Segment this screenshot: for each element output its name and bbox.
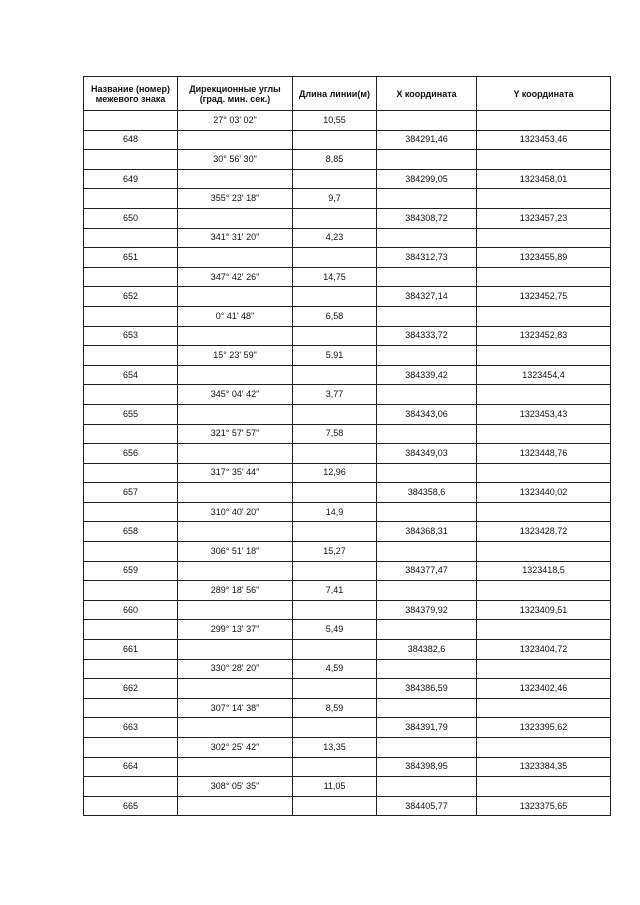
x-coordinate-cell: 384398,95 bbox=[377, 757, 477, 777]
direction-angle-cell bbox=[178, 208, 293, 228]
table-body bbox=[84, 111, 611, 816]
x-coordinate-cell bbox=[377, 463, 477, 483]
table-row bbox=[84, 581, 611, 601]
y-coordinate-cell: 1323458,01 bbox=[477, 169, 611, 189]
y-coordinate-cell bbox=[477, 346, 611, 366]
table-row bbox=[84, 365, 611, 385]
table-row bbox=[84, 561, 611, 581]
direction-angle-cell: 347° 42' 26" bbox=[178, 267, 293, 287]
x-coordinate-cell: 384386,59 bbox=[377, 679, 477, 699]
table-row bbox=[84, 502, 611, 522]
direction-angle-cell bbox=[178, 365, 293, 385]
line-length-cell bbox=[293, 169, 377, 189]
direction-angle-cell: 317° 35' 44" bbox=[178, 463, 293, 483]
x-coordinate-cell: 384349,03 bbox=[377, 444, 477, 464]
y-coordinate-cell: 1323440,02 bbox=[477, 483, 611, 503]
table-row bbox=[84, 620, 611, 640]
direction-angle-cell bbox=[178, 757, 293, 777]
y-coordinate-cell: 1323452,75 bbox=[477, 287, 611, 307]
x-coordinate-cell bbox=[377, 698, 477, 718]
table-row bbox=[84, 130, 611, 150]
y-coordinate-cell: 1323375,65 bbox=[477, 796, 611, 816]
line-length-cell bbox=[293, 326, 377, 346]
direction-angle-cell: 289° 18' 56" bbox=[178, 581, 293, 601]
direction-angle-cell bbox=[178, 679, 293, 699]
line-length-cell: 8,85 bbox=[293, 150, 377, 170]
table-row bbox=[84, 404, 611, 424]
x-coordinate-cell: 384327,14 bbox=[377, 287, 477, 307]
table-row bbox=[84, 444, 611, 464]
marker-name-cell: 651 bbox=[84, 248, 178, 268]
y-coordinate-cell bbox=[477, 463, 611, 483]
x-coordinate-cell bbox=[377, 424, 477, 444]
table-row bbox=[84, 287, 611, 307]
marker-name-cell: 656 bbox=[84, 444, 178, 464]
marker-name-cell: 657 bbox=[84, 483, 178, 503]
direction-angle-cell bbox=[178, 404, 293, 424]
y-coordinate-cell: 1323402,46 bbox=[477, 679, 611, 699]
direction-angle-cell bbox=[178, 600, 293, 620]
line-length-cell bbox=[293, 561, 377, 581]
direction-angle-cell: 345° 04' 42" bbox=[178, 385, 293, 405]
y-coordinate-cell: 1323395,62 bbox=[477, 718, 611, 738]
marker-name-cell: 660 bbox=[84, 600, 178, 620]
table-row bbox=[84, 306, 611, 326]
line-length-cell bbox=[293, 248, 377, 268]
y-coordinate-cell: 1323409,51 bbox=[477, 600, 611, 620]
y-coordinate-cell bbox=[477, 385, 611, 405]
line-length-cell bbox=[293, 287, 377, 307]
line-length-cell: 14,75 bbox=[293, 267, 377, 287]
direction-angle-cell: 307° 14' 38" bbox=[178, 698, 293, 718]
x-coordinate-cell bbox=[377, 659, 477, 679]
x-coordinate-cell bbox=[377, 267, 477, 287]
y-coordinate-cell: 1323384,35 bbox=[477, 757, 611, 777]
direction-angle-cell bbox=[178, 796, 293, 816]
direction-angle-cell bbox=[178, 287, 293, 307]
line-length-cell: 10,55 bbox=[293, 111, 377, 131]
x-coordinate-cell: 384358,6 bbox=[377, 483, 477, 503]
table-row bbox=[84, 150, 611, 170]
marker-name-cell: 662 bbox=[84, 679, 178, 699]
y-coordinate-cell bbox=[477, 738, 611, 758]
direction-angle-cell: 310° 40' 20" bbox=[178, 502, 293, 522]
marker-name-cell: 649 bbox=[84, 169, 178, 189]
marker-name-cell: 654 bbox=[84, 365, 178, 385]
y-coordinate-cell bbox=[477, 698, 611, 718]
line-length-cell: 6,58 bbox=[293, 306, 377, 326]
line-length-cell: 7,58 bbox=[293, 424, 377, 444]
marker-name-cell bbox=[84, 738, 178, 758]
line-length-cell bbox=[293, 522, 377, 542]
direction-angle-cell bbox=[178, 326, 293, 346]
table-row bbox=[84, 600, 611, 620]
line-length-cell bbox=[293, 365, 377, 385]
direction-angle-cell: 330° 28' 20" bbox=[178, 659, 293, 679]
table-row bbox=[84, 679, 611, 699]
table-row bbox=[84, 385, 611, 405]
marker-name-cell bbox=[84, 502, 178, 522]
y-coordinate-cell bbox=[477, 111, 611, 131]
table-row bbox=[84, 208, 611, 228]
x-coordinate-cell bbox=[377, 620, 477, 640]
header-x-coordinate: X координата bbox=[377, 77, 477, 111]
line-length-cell: 8,59 bbox=[293, 698, 377, 718]
marker-name-cell: 659 bbox=[84, 561, 178, 581]
y-coordinate-cell bbox=[477, 189, 611, 209]
marker-name-cell bbox=[84, 150, 178, 170]
y-coordinate-cell: 1323455,89 bbox=[477, 248, 611, 268]
marker-name-cell: 658 bbox=[84, 522, 178, 542]
direction-angle-cell: 30° 56' 30" bbox=[178, 150, 293, 170]
marker-name-cell bbox=[84, 698, 178, 718]
y-coordinate-cell bbox=[477, 620, 611, 640]
table-row bbox=[84, 698, 611, 718]
marker-name-cell bbox=[84, 346, 178, 366]
direction-angle-cell bbox=[178, 444, 293, 464]
line-length-cell: 12,96 bbox=[293, 463, 377, 483]
table-row bbox=[84, 248, 611, 268]
y-coordinate-cell: 1323453,43 bbox=[477, 404, 611, 424]
line-length-cell: 7,41 bbox=[293, 581, 377, 601]
y-coordinate-cell bbox=[477, 424, 611, 444]
direction-angle-cell: 15° 23' 59" bbox=[178, 346, 293, 366]
marker-name-cell: 664 bbox=[84, 757, 178, 777]
direction-angle-cell bbox=[178, 130, 293, 150]
x-coordinate-cell: 384379,92 bbox=[377, 600, 477, 620]
x-coordinate-cell bbox=[377, 777, 477, 797]
table-row bbox=[84, 228, 611, 248]
table-row bbox=[84, 757, 611, 777]
line-length-cell bbox=[293, 208, 377, 228]
line-length-cell bbox=[293, 444, 377, 464]
direction-angle-cell bbox=[178, 640, 293, 660]
line-length-cell bbox=[293, 679, 377, 699]
x-coordinate-cell: 384312,73 bbox=[377, 248, 477, 268]
x-coordinate-cell: 384405,77 bbox=[377, 796, 477, 816]
line-length-cell: 9,7 bbox=[293, 189, 377, 209]
x-coordinate-cell bbox=[377, 502, 477, 522]
y-coordinate-cell: 1323457,23 bbox=[477, 208, 611, 228]
y-coordinate-cell bbox=[477, 306, 611, 326]
marker-name-cell bbox=[84, 620, 178, 640]
marker-name-cell bbox=[84, 542, 178, 562]
direction-angle-cell bbox=[178, 718, 293, 738]
x-coordinate-cell bbox=[377, 150, 477, 170]
x-coordinate-cell: 384308,72 bbox=[377, 208, 477, 228]
y-coordinate-cell bbox=[477, 150, 611, 170]
marker-name-cell: 648 bbox=[84, 130, 178, 150]
y-coordinate-cell: 1323418,5 bbox=[477, 561, 611, 581]
marker-name-cell: 650 bbox=[84, 208, 178, 228]
table-row bbox=[84, 522, 611, 542]
table-row bbox=[84, 796, 611, 816]
marker-name-cell: 663 bbox=[84, 718, 178, 738]
table-row bbox=[84, 640, 611, 660]
y-coordinate-cell: 1323448,76 bbox=[477, 444, 611, 464]
x-coordinate-cell bbox=[377, 542, 477, 562]
direction-angle-cell bbox=[178, 169, 293, 189]
marker-name-cell: 661 bbox=[84, 640, 178, 660]
y-coordinate-cell bbox=[477, 267, 611, 287]
y-coordinate-cell: 1323428,72 bbox=[477, 522, 611, 542]
x-coordinate-cell bbox=[377, 111, 477, 131]
x-coordinate-cell: 384343,06 bbox=[377, 404, 477, 424]
direction-angle-cell: 306° 51' 18" bbox=[178, 542, 293, 562]
x-coordinate-cell bbox=[377, 228, 477, 248]
marker-name-cell bbox=[84, 385, 178, 405]
table-row bbox=[84, 326, 611, 346]
y-coordinate-cell bbox=[477, 502, 611, 522]
x-coordinate-cell: 384377,47 bbox=[377, 561, 477, 581]
marker-name-cell: 653 bbox=[84, 326, 178, 346]
line-length-cell: 11,05 bbox=[293, 777, 377, 797]
table-row bbox=[84, 718, 611, 738]
header-direction-angle: Дирекционные углы (град. мин. сек.) bbox=[178, 77, 293, 111]
table-row bbox=[84, 346, 611, 366]
line-length-cell: 13,35 bbox=[293, 738, 377, 758]
direction-angle-cell: 321° 57' 57" bbox=[178, 424, 293, 444]
direction-angle-cell: 302° 25' 42" bbox=[178, 738, 293, 758]
marker-name-cell bbox=[84, 228, 178, 248]
line-length-cell bbox=[293, 130, 377, 150]
direction-angle-cell: 355° 23' 18" bbox=[178, 189, 293, 209]
header-y-coordinate: Y координата bbox=[477, 77, 611, 111]
line-length-cell: 4,23 bbox=[293, 228, 377, 248]
table-row bbox=[84, 111, 611, 131]
x-coordinate-cell bbox=[377, 581, 477, 601]
header-marker-name: Название (номер) межевого знака bbox=[84, 77, 178, 111]
header-row bbox=[84, 77, 611, 111]
marker-name-cell bbox=[84, 424, 178, 444]
direction-angle-cell: 299° 13' 37" bbox=[178, 620, 293, 640]
marker-name-cell bbox=[84, 463, 178, 483]
table-row bbox=[84, 267, 611, 287]
direction-angle-cell bbox=[178, 522, 293, 542]
line-length-cell: 5,49 bbox=[293, 620, 377, 640]
direction-angle-cell bbox=[178, 248, 293, 268]
y-coordinate-cell: 1323404,72 bbox=[477, 640, 611, 660]
marker-name-cell: 652 bbox=[84, 287, 178, 307]
table-row bbox=[84, 169, 611, 189]
line-length-cell bbox=[293, 718, 377, 738]
direction-angle-cell: 308° 05' 35" bbox=[178, 777, 293, 797]
line-length-cell bbox=[293, 483, 377, 503]
marker-name-cell bbox=[84, 111, 178, 131]
y-coordinate-cell: 1323452,83 bbox=[477, 326, 611, 346]
y-coordinate-cell bbox=[477, 581, 611, 601]
header-line-length: Длина линии(м) bbox=[293, 77, 377, 111]
x-coordinate-cell: 384382,6 bbox=[377, 640, 477, 660]
marker-name-cell bbox=[84, 581, 178, 601]
direction-angle-cell: 27° 03' 02" bbox=[178, 111, 293, 131]
table-row bbox=[84, 738, 611, 758]
x-coordinate-cell bbox=[377, 738, 477, 758]
direction-angle-cell bbox=[178, 483, 293, 503]
table-row bbox=[84, 483, 611, 503]
line-length-cell: 15,27 bbox=[293, 542, 377, 562]
x-coordinate-cell: 384299,05 bbox=[377, 169, 477, 189]
x-coordinate-cell bbox=[377, 306, 477, 326]
marker-name-cell bbox=[84, 267, 178, 287]
x-coordinate-cell: 384291,46 bbox=[377, 130, 477, 150]
table-row bbox=[84, 463, 611, 483]
marker-name-cell bbox=[84, 306, 178, 326]
x-coordinate-cell bbox=[377, 189, 477, 209]
marker-name-cell bbox=[84, 659, 178, 679]
x-coordinate-cell bbox=[377, 385, 477, 405]
direction-angle-cell bbox=[178, 561, 293, 581]
marker-name-cell: 655 bbox=[84, 404, 178, 424]
table-row bbox=[84, 777, 611, 797]
line-length-cell bbox=[293, 757, 377, 777]
line-length-cell: 3,77 bbox=[293, 385, 377, 405]
x-coordinate-cell: 384339,42 bbox=[377, 365, 477, 385]
line-length-cell: 4,59 bbox=[293, 659, 377, 679]
y-coordinate-cell bbox=[477, 659, 611, 679]
y-coordinate-cell: 1323453,46 bbox=[477, 130, 611, 150]
line-length-cell: 14,9 bbox=[293, 502, 377, 522]
y-coordinate-cell bbox=[477, 542, 611, 562]
line-length-cell: 5,91 bbox=[293, 346, 377, 366]
line-length-cell bbox=[293, 600, 377, 620]
marker-name-cell bbox=[84, 189, 178, 209]
y-coordinate-cell bbox=[477, 777, 611, 797]
table-row bbox=[84, 659, 611, 679]
x-coordinate-cell: 384333,72 bbox=[377, 326, 477, 346]
x-coordinate-cell bbox=[377, 346, 477, 366]
x-coordinate-cell: 384368,31 bbox=[377, 522, 477, 542]
table-row bbox=[84, 424, 611, 444]
y-coordinate-cell: 1323454,4 bbox=[477, 365, 611, 385]
boundary-coordinates-table bbox=[83, 76, 611, 816]
table-row bbox=[84, 542, 611, 562]
y-coordinate-cell bbox=[477, 228, 611, 248]
table-header bbox=[84, 77, 611, 111]
table-row bbox=[84, 189, 611, 209]
marker-name-cell: 665 bbox=[84, 796, 178, 816]
direction-angle-cell: 0° 41' 48" bbox=[178, 306, 293, 326]
line-length-cell bbox=[293, 796, 377, 816]
direction-angle-cell: 341° 31' 20" bbox=[178, 228, 293, 248]
line-length-cell bbox=[293, 404, 377, 424]
line-length-cell bbox=[293, 640, 377, 660]
marker-name-cell bbox=[84, 777, 178, 797]
x-coordinate-cell: 384391,79 bbox=[377, 718, 477, 738]
